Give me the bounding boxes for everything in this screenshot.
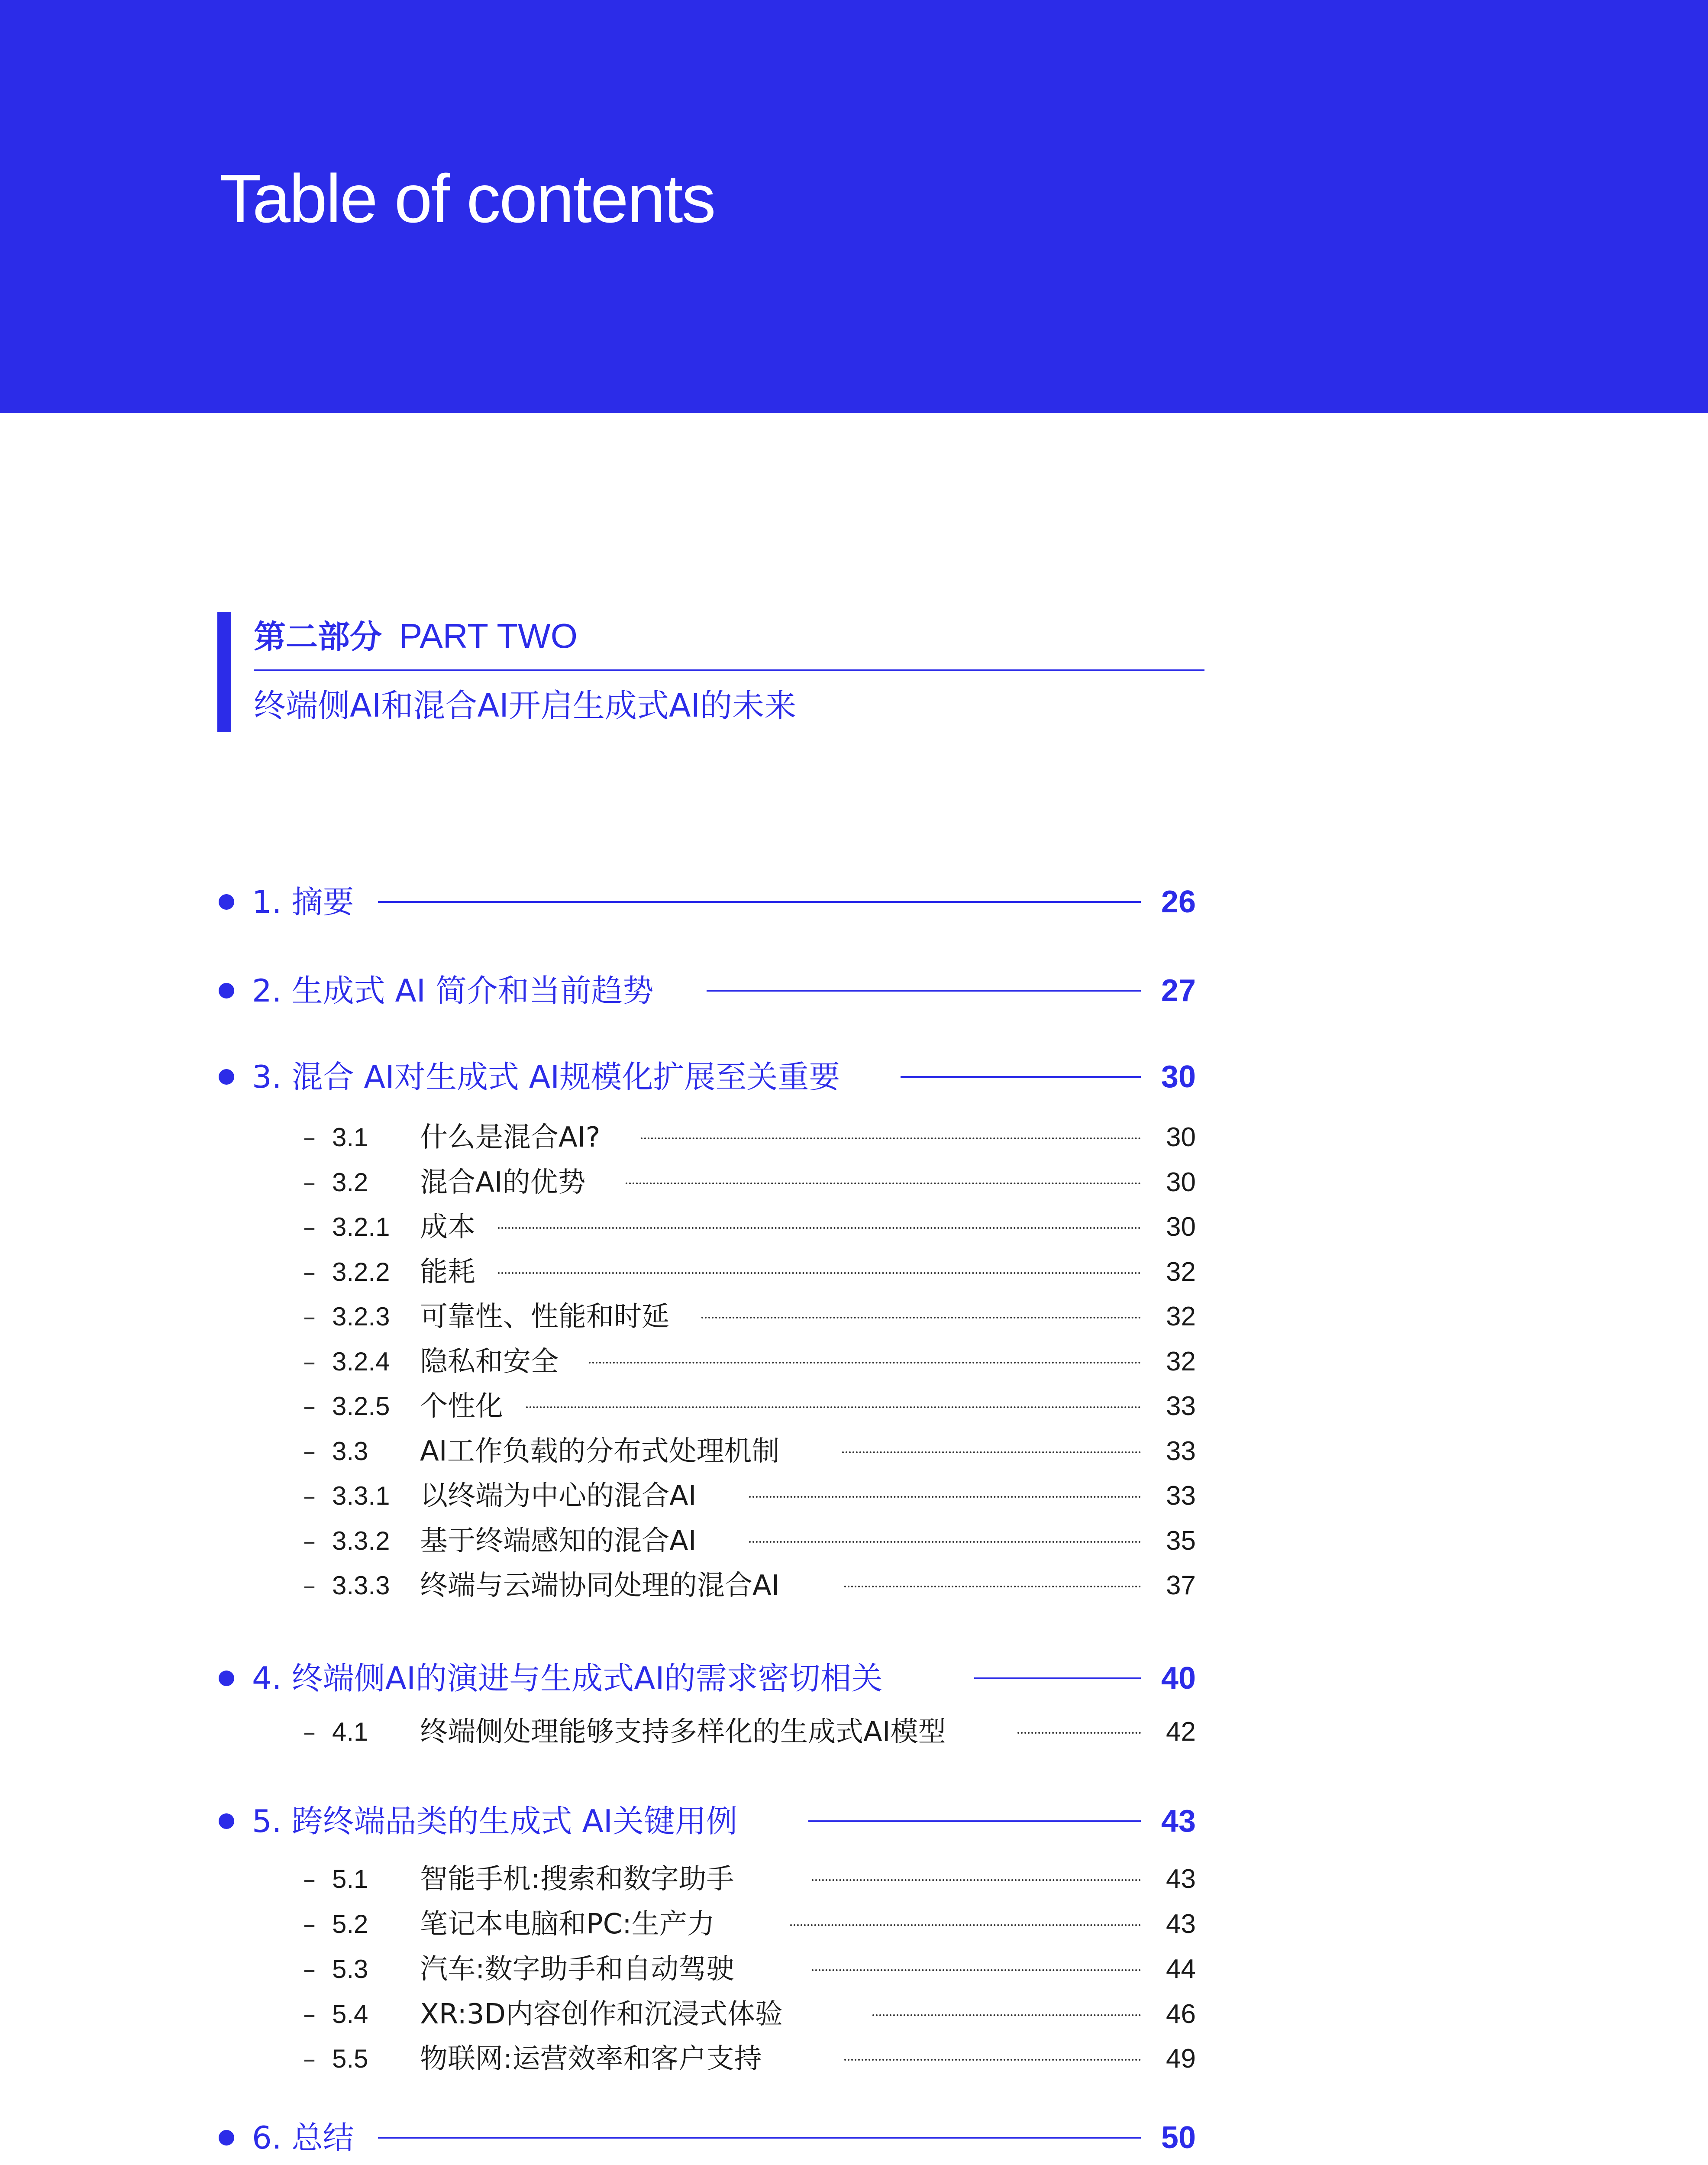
dash-icon: – [303, 1212, 316, 1242]
dash-icon: – [303, 1571, 316, 1600]
leader-dots [526, 1406, 1141, 1408]
subentry-title: 混合AI的优势 [420, 1167, 586, 1199]
subentry-title: 终端侧处理能够支持多样化的生成式AI模型 [420, 1716, 946, 1748]
leader-dots [498, 1227, 1141, 1229]
toc-entry-title: 2. 生成式 AI 简介和当前趋势 [252, 973, 654, 1009]
leader-line [378, 2137, 1141, 2139]
leader-dots [701, 1317, 1141, 1318]
subentry-number: 5.1 [332, 1864, 368, 1894]
leader-dots [641, 1137, 1141, 1139]
dash-icon: – [303, 1392, 316, 1421]
dash-icon: – [303, 1717, 316, 1747]
subentry-page: 44 [1166, 1954, 1196, 1984]
toc-entry-title: 1. 摘要 [252, 884, 354, 920]
leader-line [707, 990, 1141, 992]
subentry-title: 能耗 [420, 1256, 475, 1288]
bullet-icon [219, 1069, 234, 1085]
leader-dots [498, 1272, 1141, 1274]
subentry-page: 30 [1166, 1212, 1196, 1242]
toc-entry-page: 50 [1161, 2120, 1196, 2155]
dash-icon: – [303, 2044, 316, 2074]
dash-icon: – [303, 1168, 316, 1197]
dash-icon: – [303, 1302, 316, 1331]
dash-icon: – [303, 1955, 316, 1984]
bullet-icon [219, 1813, 234, 1829]
subentry-title: 物联网:运营效率和客户支持 [420, 2043, 762, 2075]
subentry-page: 43 [1166, 1909, 1196, 1939]
toc-entry-page: 27 [1161, 973, 1196, 1008]
subentry-page: 33 [1166, 1481, 1196, 1511]
toc-entry-title: 3. 混合 AI对生成式 AI规模化扩展至关重要 [252, 1059, 840, 1095]
subentry-page: 32 [1166, 1347, 1196, 1377]
leader-line [378, 901, 1141, 903]
subentry-number: 4.1 [332, 1717, 368, 1746]
leader-dots [589, 1362, 1141, 1364]
bullet-icon [219, 983, 234, 998]
subentry-number: 3.3 [332, 1437, 368, 1466]
dash-icon: – [303, 1864, 316, 1894]
part-label-zh: 第二部分 [254, 618, 382, 656]
dash-icon: – [303, 1910, 316, 1939]
subentry-page: 49 [1166, 2044, 1196, 2074]
leader-dots [872, 2014, 1141, 2016]
leader-line [808, 1820, 1141, 1822]
leader-dots [844, 2059, 1141, 2061]
subentry-title: 笔记本电脑和PC:生产力 [420, 1908, 715, 1940]
dash-icon: – [303, 2000, 316, 2029]
leader-dots [812, 1879, 1141, 1881]
subentry-page: 35 [1166, 1526, 1196, 1556]
subentry-title: 可靠性、性能和时延 [420, 1301, 669, 1333]
leader-dots [749, 1541, 1141, 1543]
subentry-page: 43 [1166, 1864, 1196, 1894]
subentry-title: XR:3D内容创作和沉浸式体验 [420, 1998, 783, 2030]
toc-entry-title: 5. 跨终端品类的生成式 AI关键用例 [252, 1803, 737, 1839]
page-title: Table of contents [220, 161, 715, 237]
leader-dots [842, 1451, 1141, 1453]
subentry-number: 3.2.1 [332, 1212, 390, 1241]
subentry-page: 37 [1166, 1570, 1196, 1600]
leader-dots [626, 1183, 1141, 1184]
toc-entry-page: 43 [1161, 1804, 1196, 1839]
subentry-title: 汽车:数字助手和自动驾驶 [420, 1953, 734, 1985]
leader-dots [1017, 1732, 1141, 1734]
dash-icon: – [303, 1481, 316, 1511]
part-label-en: PART TWO [399, 617, 578, 655]
leader-dots [749, 1496, 1141, 1498]
part-subtitle: 终端侧AI和混合AI开启生成式AI的未来 [254, 687, 797, 724]
subentry-number: 5.3 [332, 1955, 368, 1984]
subentry-number: 3.3.2 [332, 1526, 390, 1555]
subentry-number: 5.4 [332, 2000, 368, 2029]
bullet-icon [219, 2130, 234, 2146]
subentry-number: 5.5 [332, 2044, 368, 2073]
dash-icon: – [303, 1123, 316, 1152]
subentry-title: 成本 [420, 1211, 475, 1243]
toc-entry-title: 4. 终端侧AI的演进与生成式AI的需求密切相关 [252, 1660, 883, 1696]
leader-line [901, 1076, 1141, 1078]
subentry-page: 32 [1166, 1302, 1196, 1331]
subentry-title: 什么是混合AI? [420, 1121, 601, 1154]
subentry-title: 终端与云端协同处理的混合AI [420, 1570, 780, 1602]
header-banner [0, 0, 1708, 413]
subentry-page: 30 [1166, 1167, 1196, 1197]
dash-icon: – [303, 1257, 316, 1287]
subentry-title: 个性化 [420, 1390, 503, 1422]
bullet-icon [219, 894, 234, 910]
subentry-number: 3.2.4 [332, 1347, 390, 1376]
leader-dots [844, 1586, 1141, 1587]
leader-dots [812, 1969, 1141, 1971]
subentry-number: 5.2 [332, 1910, 368, 1939]
subentry-page: 33 [1166, 1391, 1196, 1421]
subentry-title: 隐私和安全 [420, 1346, 559, 1378]
bullet-icon [219, 1671, 234, 1686]
subentry-page: 42 [1166, 1717, 1196, 1747]
subentry-number: 3.3.1 [332, 1481, 390, 1510]
toc-entry-page: 26 [1161, 885, 1196, 919]
part-accent-bar [217, 612, 231, 732]
subentry-number: 3.2.5 [332, 1392, 390, 1421]
subentry-page: 32 [1166, 1257, 1196, 1287]
subentry-page: 46 [1166, 1999, 1196, 2029]
part-divider [254, 669, 1204, 671]
dash-icon: – [303, 1347, 316, 1377]
subentry-number: 3.1 [332, 1123, 368, 1152]
subentry-title: 智能手机:搜索和数字助手 [420, 1863, 734, 1895]
toc-entry-title: 6. 总结 [252, 2120, 354, 2156]
dash-icon: – [303, 1437, 316, 1466]
subentry-title: 基于终端感知的混合AI [420, 1525, 697, 1557]
dash-icon: – [303, 1526, 316, 1556]
part-heading [217, 612, 1204, 732]
subentry-title: AI工作负载的分布式处理机制 [420, 1435, 780, 1467]
subentry-number: 3.2.3 [332, 1302, 390, 1331]
subentry-title: 以终端为中心的混合AI [420, 1480, 697, 1512]
toc-entry-page: 40 [1161, 1661, 1196, 1696]
subentry-number: 3.2.2 [332, 1257, 390, 1286]
leader-dots [790, 1924, 1141, 1926]
subentry-number: 3.2 [332, 1168, 368, 1197]
subentry-number: 3.3.3 [332, 1571, 390, 1600]
part-label [254, 617, 578, 656]
subentry-page: 30 [1166, 1122, 1196, 1152]
subentry-page: 33 [1166, 1436, 1196, 1466]
leader-line [974, 1677, 1141, 1679]
toc-entry-page: 30 [1161, 1060, 1196, 1094]
